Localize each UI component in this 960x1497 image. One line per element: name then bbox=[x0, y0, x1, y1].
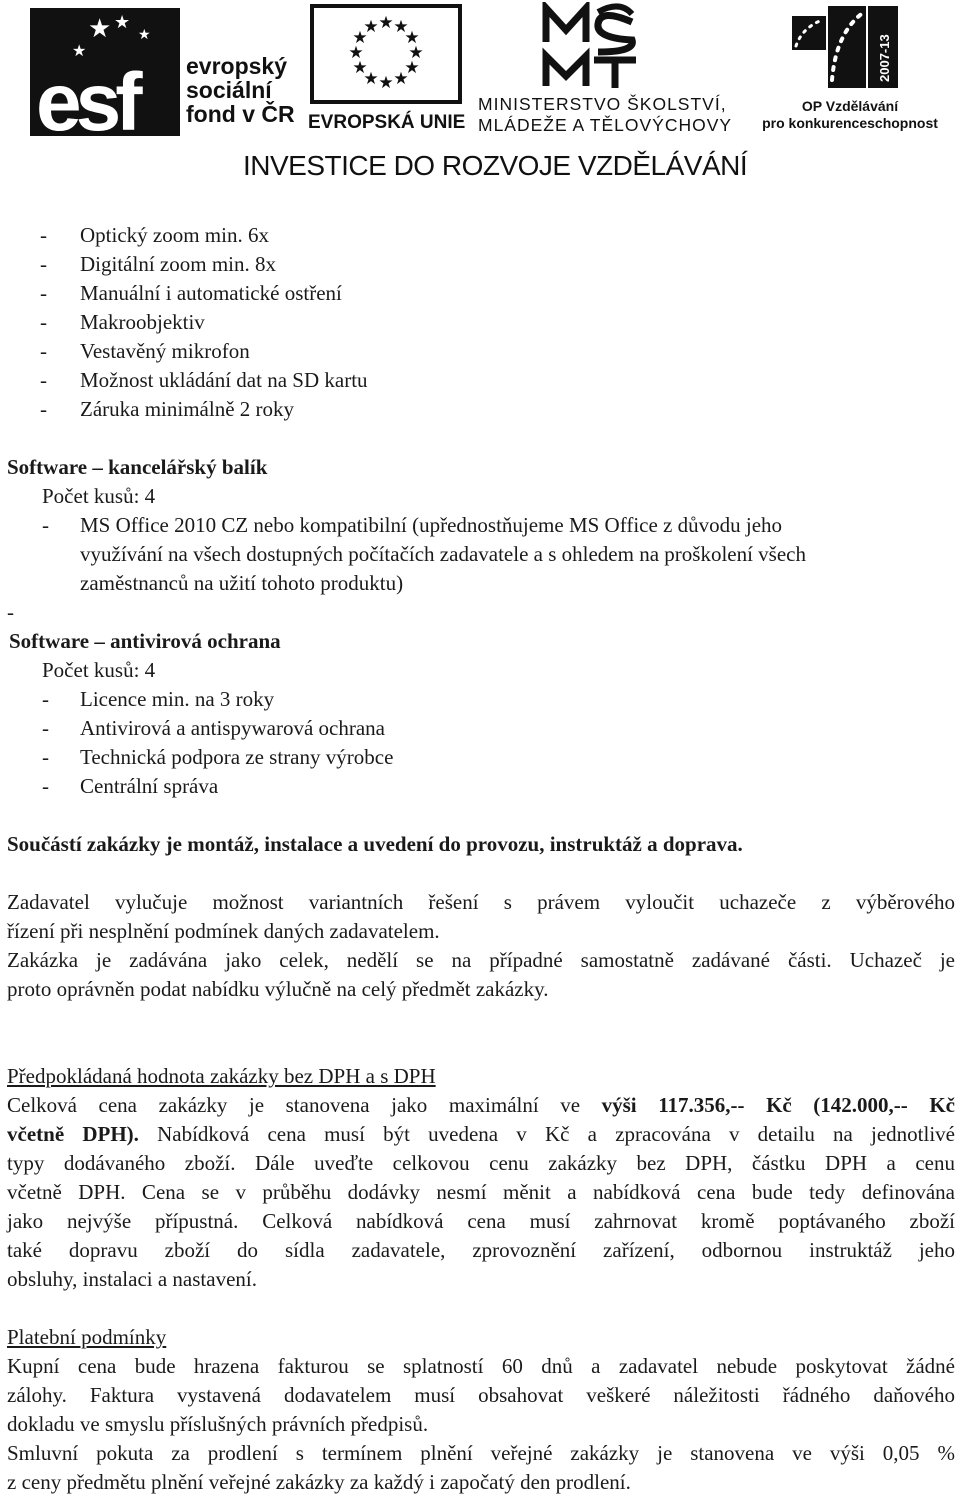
list-dash: - bbox=[42, 745, 49, 769]
esf-line-1: evropský bbox=[186, 53, 288, 79]
eu-label: EVROPSKÁ UNIE bbox=[308, 112, 466, 133]
paragraph-line bbox=[7, 1120, 955, 1149]
paragraph-line: řízení při nesplnění podmínek daných zadavatelem. bbox=[7, 919, 440, 943]
section-heading: Platební podmínky bbox=[7, 1325, 167, 1349]
list-dash: - bbox=[40, 368, 47, 392]
svg-text:2007-13: 2007-13 bbox=[877, 34, 892, 82]
eu-flag-icon bbox=[310, 4, 462, 104]
eu-star-icon: ★ bbox=[363, 69, 379, 89]
paragraph-line: jako nejvýše přípustná. Celková nabídková cena musí zahrnovat kromě poptávaného zboží bbox=[7, 1209, 955, 1233]
msmt-mark-icon bbox=[540, 2, 640, 90]
esf-line-2: sociální bbox=[186, 77, 272, 103]
empty-list-dash: - bbox=[7, 600, 14, 624]
eu-star-icon: ★ bbox=[393, 17, 409, 37]
list-item: Licence min. na 3 roky bbox=[80, 687, 275, 711]
eu-star-icon: ★ bbox=[352, 58, 368, 78]
eu-logo bbox=[308, 4, 468, 134]
star-icon: ★ bbox=[138, 27, 151, 43]
list-item: Antivirová a antispywarová ochrana bbox=[80, 716, 385, 740]
esf-line-3: fond v ČR bbox=[186, 101, 295, 127]
list-dash: - bbox=[40, 310, 47, 334]
paragraph-line: z ceny předmětu plnění veřejné zakázky za každý i započatý den prodlení. bbox=[7, 1470, 631, 1494]
piece-count: Počet kusů: 4 bbox=[42, 658, 156, 682]
list-item: Vestavěný mikrofon bbox=[80, 339, 250, 363]
eu-star-icon: ★ bbox=[404, 58, 420, 78]
op-vk-logo bbox=[760, 2, 940, 137]
paragraph-line: Zakázka je zadávána jako celek, nedělí se na případné samostatně zadávané části. Uchazeč je bbox=[7, 948, 955, 972]
eu-star-icon: ★ bbox=[348, 43, 364, 63]
eu-star-icon: ★ bbox=[408, 43, 424, 63]
msmt-line-2: MLÁDEŽE A TĚLOVÝCHOVY bbox=[478, 115, 733, 135]
eu-star-icon: ★ bbox=[378, 73, 394, 93]
eu-star-icon: ★ bbox=[363, 17, 379, 37]
list-item: Technická podpora ze strany výrobce bbox=[80, 745, 394, 769]
list-dash: - bbox=[42, 687, 49, 711]
msmt-wordmark bbox=[478, 94, 732, 136]
paragraph-line: zálohy. Faktura vystavená dodavatelem musí obsahovat veškeré náležitosti řádného daňového bbox=[7, 1383, 955, 1407]
price-value: výši 117.356,-- Kč (142.000,-- Kč bbox=[601, 1093, 955, 1117]
list-item: Centrální správa bbox=[80, 774, 219, 798]
scope-statement: Součástí zakázky je montáž, instalace a uvedení do provozu, instruktáž a doprava. bbox=[7, 832, 743, 856]
esf-letters: esf bbox=[36, 57, 137, 148]
list-dash: - bbox=[40, 339, 47, 363]
list-dash: - bbox=[40, 397, 47, 421]
eu-star-icon: ★ bbox=[404, 28, 420, 48]
paragraph-line: proto oprávněn podat nabídku výlučně na celý předmět zakázky. bbox=[7, 977, 549, 1001]
list-item: Manuální i automatické ostření bbox=[80, 281, 342, 305]
esf-wordmark bbox=[186, 54, 295, 126]
op-line-1: OP Vzdělávání bbox=[801, 98, 899, 114]
paragraph-line: Zadavatel vylučuje možnost variantních řešení s právem vyloučit uchazeče z výběrového bbox=[7, 890, 955, 914]
list-dash: - bbox=[40, 281, 47, 305]
paragraph-line: dokladu ve smyslu příslušných právních předpisů. bbox=[7, 1412, 429, 1436]
list-dash: - bbox=[42, 513, 49, 537]
msmt-line-1: MINISTERSTVO ŠKOLSTVÍ, bbox=[478, 94, 727, 114]
paragraph-line: typy dodávaného zboží. Dále uveďte celkovou cenu zakázky bez DPH, částku DPH a cenu bbox=[7, 1151, 955, 1175]
list-item-continuation: využívání na všech dostupných počítačích zadavatele a s ohledem na proškolení všech bbox=[80, 542, 806, 566]
op-wordmark bbox=[760, 98, 940, 132]
eu-star-icon: ★ bbox=[393, 69, 409, 89]
op-line-2: pro konkurenceschopnost bbox=[762, 115, 938, 131]
paragraph-line: obsluhy, instalaci a nastavení. bbox=[7, 1267, 257, 1291]
paragraph-line: Kupní cena bude hrazena fakturou se splatností 60 dnů a zadavatel nebude poskytovat žádné bbox=[7, 1354, 955, 1378]
list-item: Makroobjektiv bbox=[80, 310, 205, 334]
star-icon: ★ bbox=[114, 12, 131, 33]
section-heading: Software – antivirová ochrana bbox=[9, 629, 281, 653]
section-heading: Software – kancelářský balík bbox=[7, 455, 268, 479]
text-run: Nabídková cena musí být uvedena v Kč a zpracována v detailu na jednotlivé bbox=[157, 1122, 956, 1146]
list-item: Možnost ukládání dat na SD kartu bbox=[80, 368, 368, 392]
list-item-continuation: zaměstnanců na užití tohoto produktu) bbox=[80, 571, 404, 595]
list-dash: - bbox=[40, 223, 47, 247]
paragraph-line: Smluvní pokuta za prodlení s termínem plnění veřejné zakázky je stanovena ve výši 0,05 % bbox=[7, 1441, 955, 1465]
text-run: Celková cena zakázky je stanovena jako maximální ve bbox=[7, 1093, 581, 1117]
header-logos bbox=[0, 0, 960, 185]
esf-mark bbox=[30, 8, 180, 148]
star-icon: ★ bbox=[72, 41, 87, 60]
list-dash: - bbox=[42, 716, 49, 740]
list-item: Digitální zoom min. 8x bbox=[80, 252, 276, 276]
list-dash: - bbox=[40, 252, 47, 276]
eu-star-icon: ★ bbox=[352, 28, 368, 48]
paragraph-line: včetně DPH. Cena se v průběhu dodávky nesmí měnit a nabídková cena bude tedy definována bbox=[7, 1180, 955, 1204]
price-value: včetně DPH). bbox=[7, 1122, 139, 1146]
tagline: INVESTICE DO ROZVOJE VZDĚLÁVÁNÍ bbox=[243, 150, 748, 181]
star-icon: ★ bbox=[88, 14, 112, 44]
list-item: Záruka minimálně 2 roky bbox=[80, 397, 295, 421]
paragraph-line: také dopravu zboží do sídla zadavatele, zprovoznění zařízení, odbornou instruktáž jeho bbox=[7, 1238, 955, 1262]
paragraph-line bbox=[7, 1091, 955, 1120]
list-item: MS Office 2010 CZ nebo kompatibilní (upřednostňujeme MS Office z důvodu jeho bbox=[80, 513, 783, 537]
op-mark-icon bbox=[788, 2, 908, 90]
section-heading: Předpokládaná hodnota zakázky bez DPH a s DPH bbox=[7, 1064, 436, 1088]
list-dash: - bbox=[42, 774, 49, 798]
eu-star-icon: ★ bbox=[378, 13, 394, 33]
esf-logo bbox=[30, 8, 300, 148]
msmt-logo bbox=[478, 2, 753, 137]
piece-count: Počet kusů: 4 bbox=[42, 484, 156, 508]
list-item: Optický zoom min. 6x bbox=[80, 223, 269, 247]
